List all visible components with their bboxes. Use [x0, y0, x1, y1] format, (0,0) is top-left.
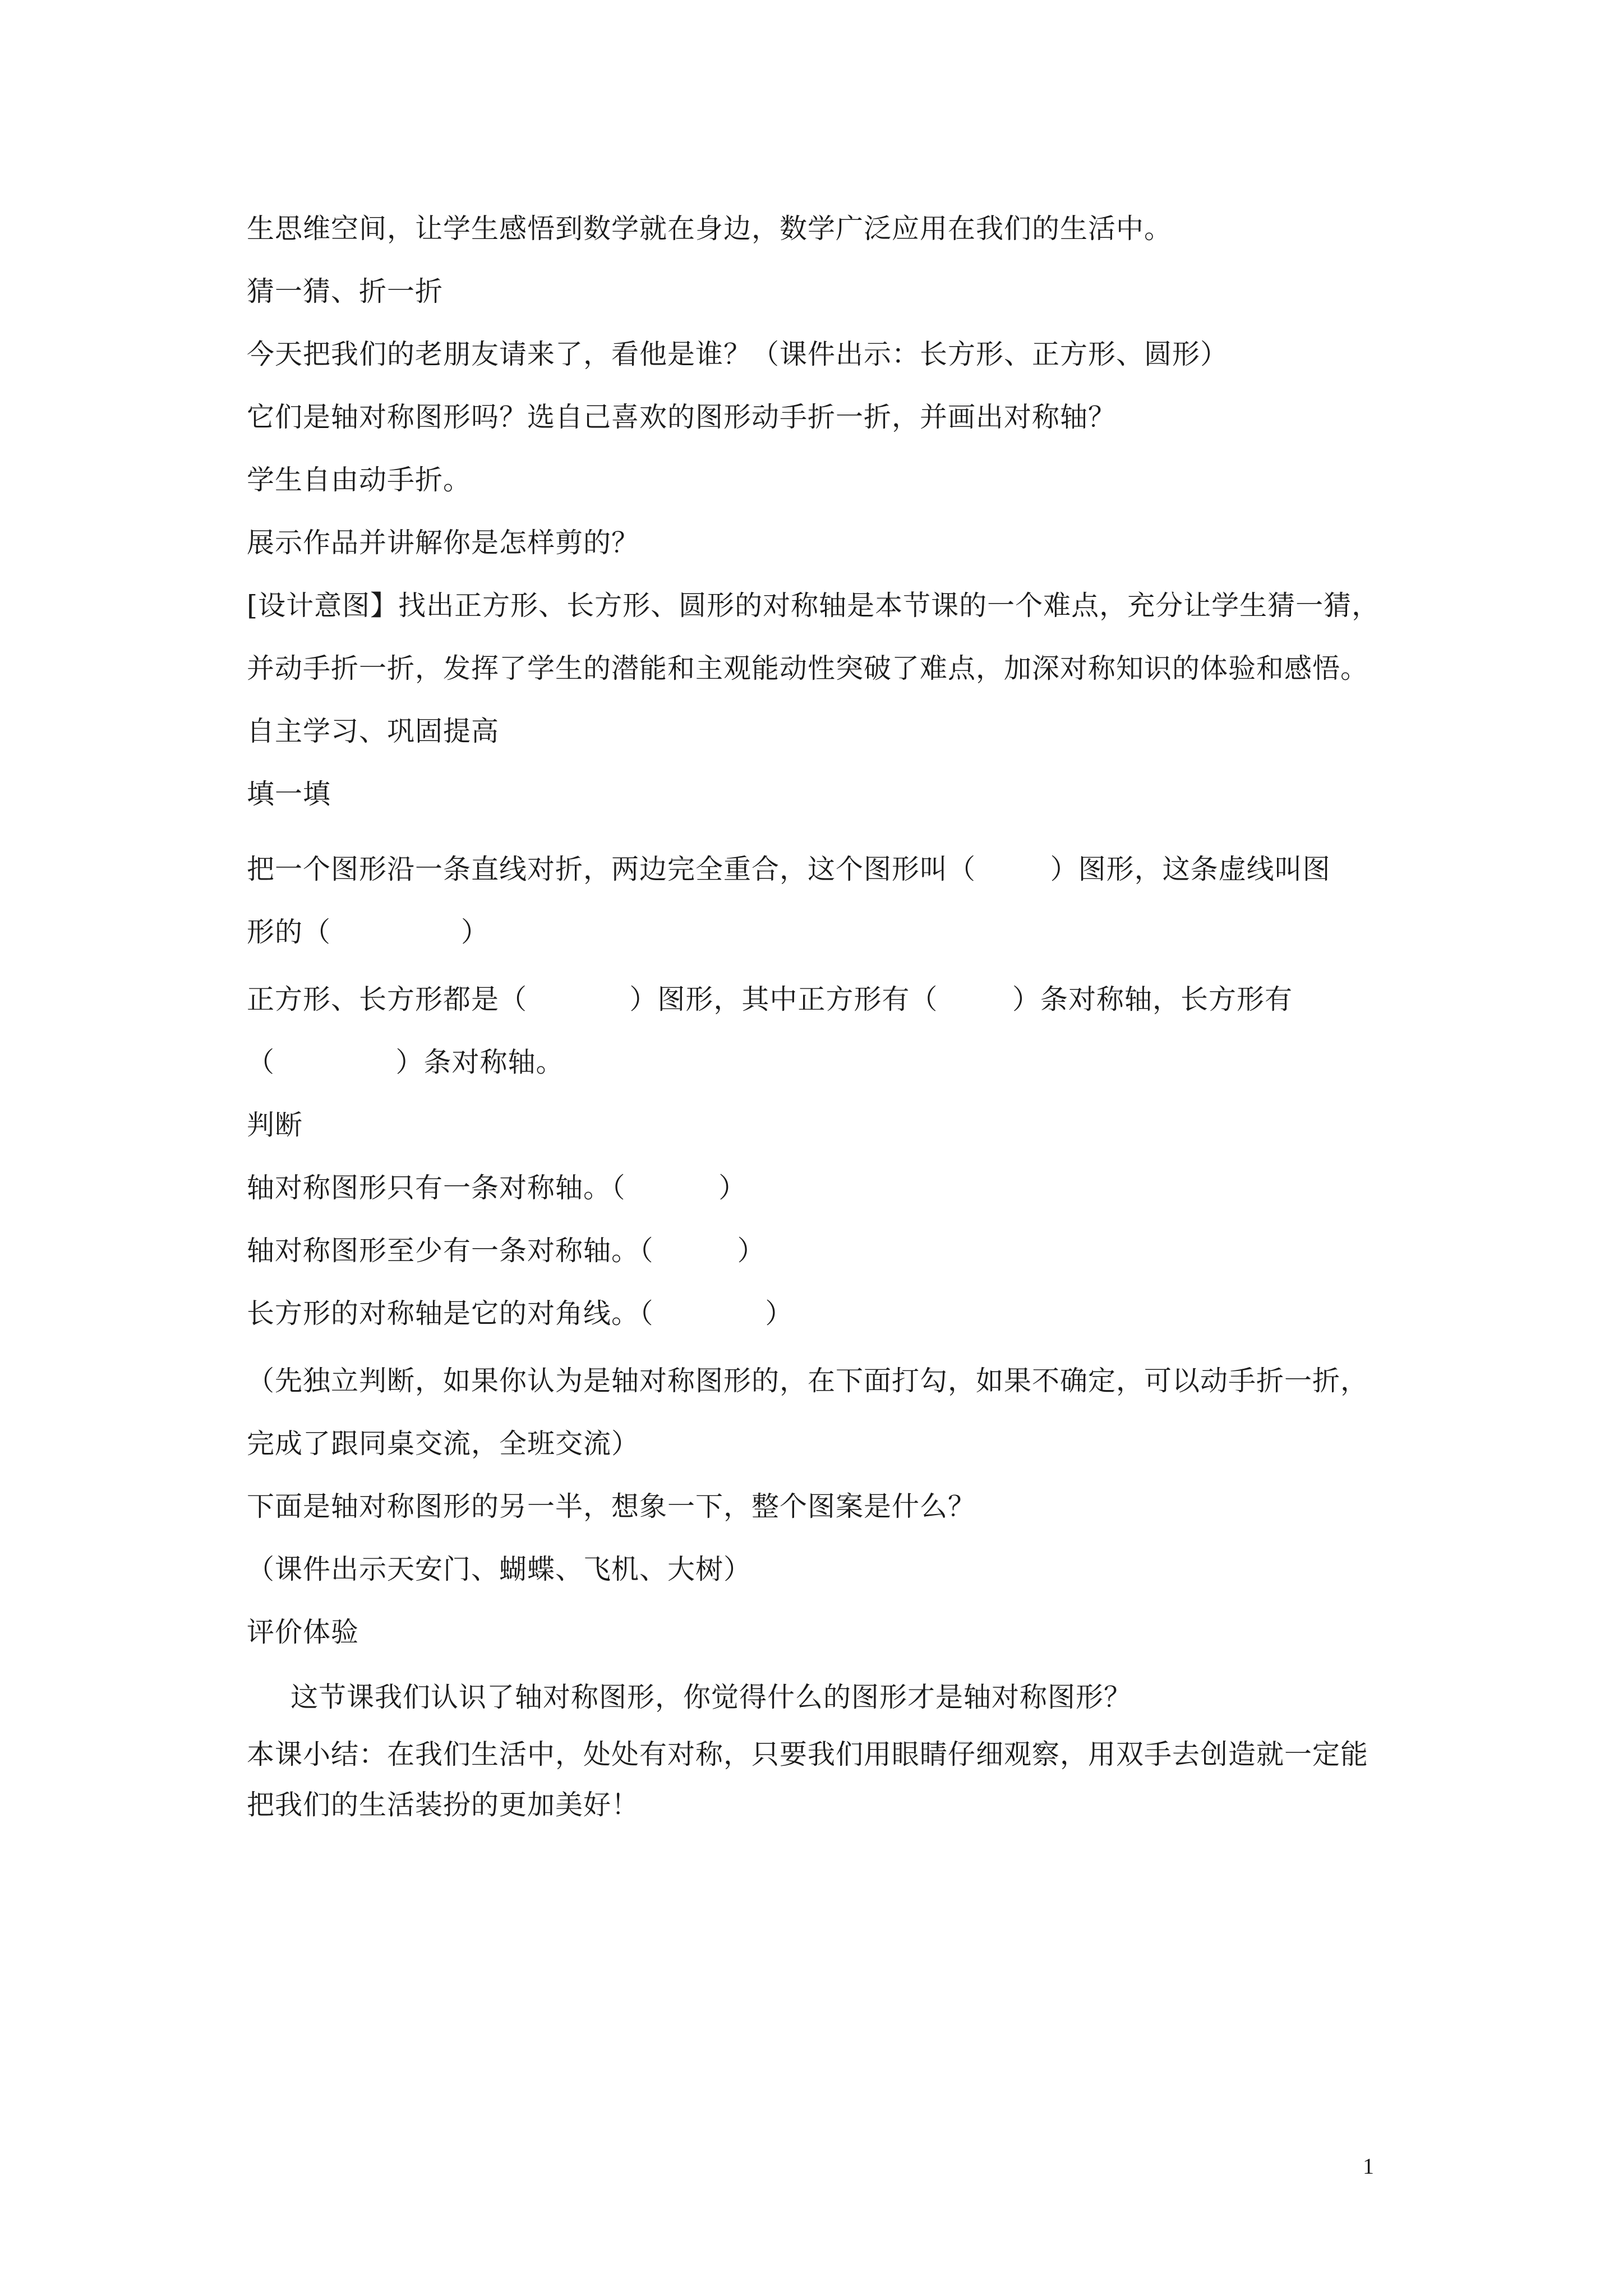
- text-line: （先独立判断，如果你认为是轴对称图形的，在下面打勾，如果不确定，可以动手折一折，: [247, 1365, 1369, 1397]
- text-line: 并动手折一折，发挥了学生的潜能和主观能动性突破了难点，加深对称知识的体验和感悟。: [247, 652, 1369, 684]
- text-line: 长方形的对称轴是它的对角线。（ ）: [247, 1297, 794, 1329]
- text-line: [设计意图】找出正方形、长方形、圆形的对称轴是本节课的一个难点，充分让学生猜一猜，: [247, 590, 1380, 622]
- page-number: 1: [1363, 2154, 1374, 2179]
- text-line: 这节课我们认识了轴对称图形，你觉得什么的图形才是轴对称图形？: [291, 1681, 1132, 1713]
- section-heading: 自主学习、巩固提高: [247, 715, 500, 747]
- section-heading: 判断: [247, 1109, 303, 1141]
- text-line: 完成了跟同桌交流，全班交流）: [247, 1428, 640, 1460]
- text-line: （ ）条对称轴。: [247, 1046, 564, 1078]
- text-line: 展示作品并讲解你是怎样剪的？: [247, 527, 640, 559]
- section-heading: 猜一猜、折一折: [247, 275, 444, 307]
- text-line: 把我们的生活装扮的更加美好！: [247, 1789, 640, 1821]
- text-line: 本课小结：在我们生活中，处处有对称，只要我们用眼睛仔细观察，用双手去创造就一定能: [247, 1738, 1369, 1770]
- section-heading: 填一填: [247, 778, 331, 810]
- text-line: 它们是轴对称图形吗？选自己喜欢的图形动手折一折，并画出对称轴？: [247, 401, 1117, 433]
- text-line: 今天把我们的老朋友请来了，看他是谁？（课件出示：长方形、正方形、圆形）: [247, 338, 1229, 370]
- text-line: 正方形、长方形都是（ ）图形，其中正方形有（ ）条对称轴，长方形有: [247, 983, 1293, 1015]
- text-line: 形的（ ）: [247, 916, 490, 948]
- text-line: 生思维空间，让学生感悟到数学就在身边，数学广泛应用在我们的生活中。: [247, 213, 1173, 245]
- text-line: 轴对称图形只有一条对称轴。（ ）: [247, 1172, 747, 1204]
- text-line: 轴对称图形至少有一条对称轴。（ ）: [247, 1235, 766, 1267]
- text-line: 学生自由动手折。: [247, 464, 472, 496]
- text-line: （课件出示天安门、蝴蝶、飞机、大树）: [247, 1553, 752, 1585]
- section-heading: 评价体验: [247, 1616, 359, 1648]
- text-line: 把一个图形沿一条直线对折，两边完全重合，这个图形叫（ ）图形，这条虚线叫图: [247, 853, 1331, 885]
- text-line: 下面是轴对称图形的另一半，想象一下，整个图案是什么？: [247, 1490, 976, 1522]
